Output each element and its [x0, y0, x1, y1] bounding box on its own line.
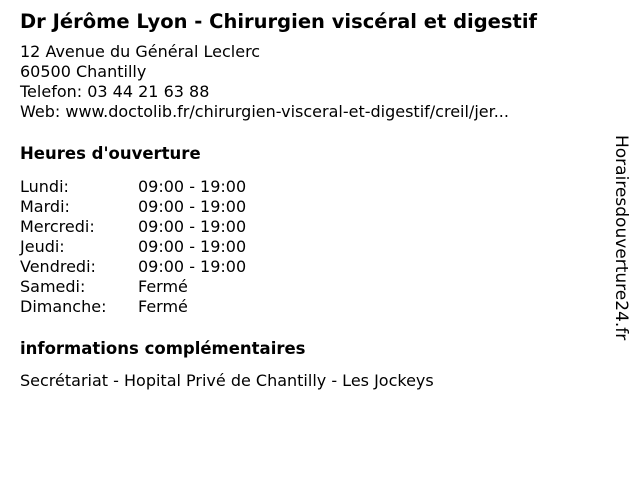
hours-value: 09:00 - 19:00: [138, 217, 247, 236]
phone-number[interactable]: Telefon: 03 44 21 63 88: [20, 82, 210, 101]
address-block: [20, 42, 610, 122]
hours-value: 09:00 - 19:00: [138, 257, 247, 276]
business-card: [20, 10, 610, 391]
hours-row-thursday: [20, 237, 610, 257]
opening-hours-heading: Heures d'ouverture: [20, 144, 201, 163]
day-label: Mardi:: [20, 197, 70, 216]
opening-hours-table: [20, 177, 610, 317]
day-label: Samedi:: [20, 277, 86, 296]
day-label: Dimanche:: [20, 297, 107, 316]
city: 60500 Chantilly: [20, 62, 147, 81]
page-title: Dr Jérôme Lyon - Chirurgien viscéral et digestif: [20, 10, 538, 33]
day-label: Mercredi:: [20, 217, 95, 236]
hours-value: 09:00 - 19:00: [138, 197, 247, 216]
site-watermark: Horairesdouverture24.fr: [611, 135, 631, 341]
additional-info-heading: informations complémentaires: [20, 339, 306, 358]
hours-row-saturday: [20, 277, 610, 297]
hours-value: Fermé: [138, 297, 188, 316]
additional-info-text: Secrétariat - Hopital Privé de Chantilly - Les Jockeys: [20, 371, 434, 390]
website-link[interactable]: Web: www.doctolib.fr/chirurgien-visceral-et-digestif/creil/jer...: [20, 102, 509, 121]
day-label: Vendredi:: [20, 257, 96, 276]
hours-row-tuesday: [20, 197, 610, 217]
street-address: 12 Avenue du Général Leclerc: [20, 42, 261, 61]
hours-value: Fermé: [138, 277, 188, 296]
hours-row-wednesday: [20, 217, 610, 237]
day-label: Lundi:: [20, 177, 69, 196]
hours-value: 09:00 - 19:00: [138, 177, 247, 196]
hours-row-sunday: [20, 297, 610, 317]
hours-row-monday: [20, 177, 610, 197]
hours-value: 09:00 - 19:00: [138, 237, 247, 256]
hours-row-friday: [20, 257, 610, 277]
day-label: Jeudi:: [20, 237, 65, 256]
